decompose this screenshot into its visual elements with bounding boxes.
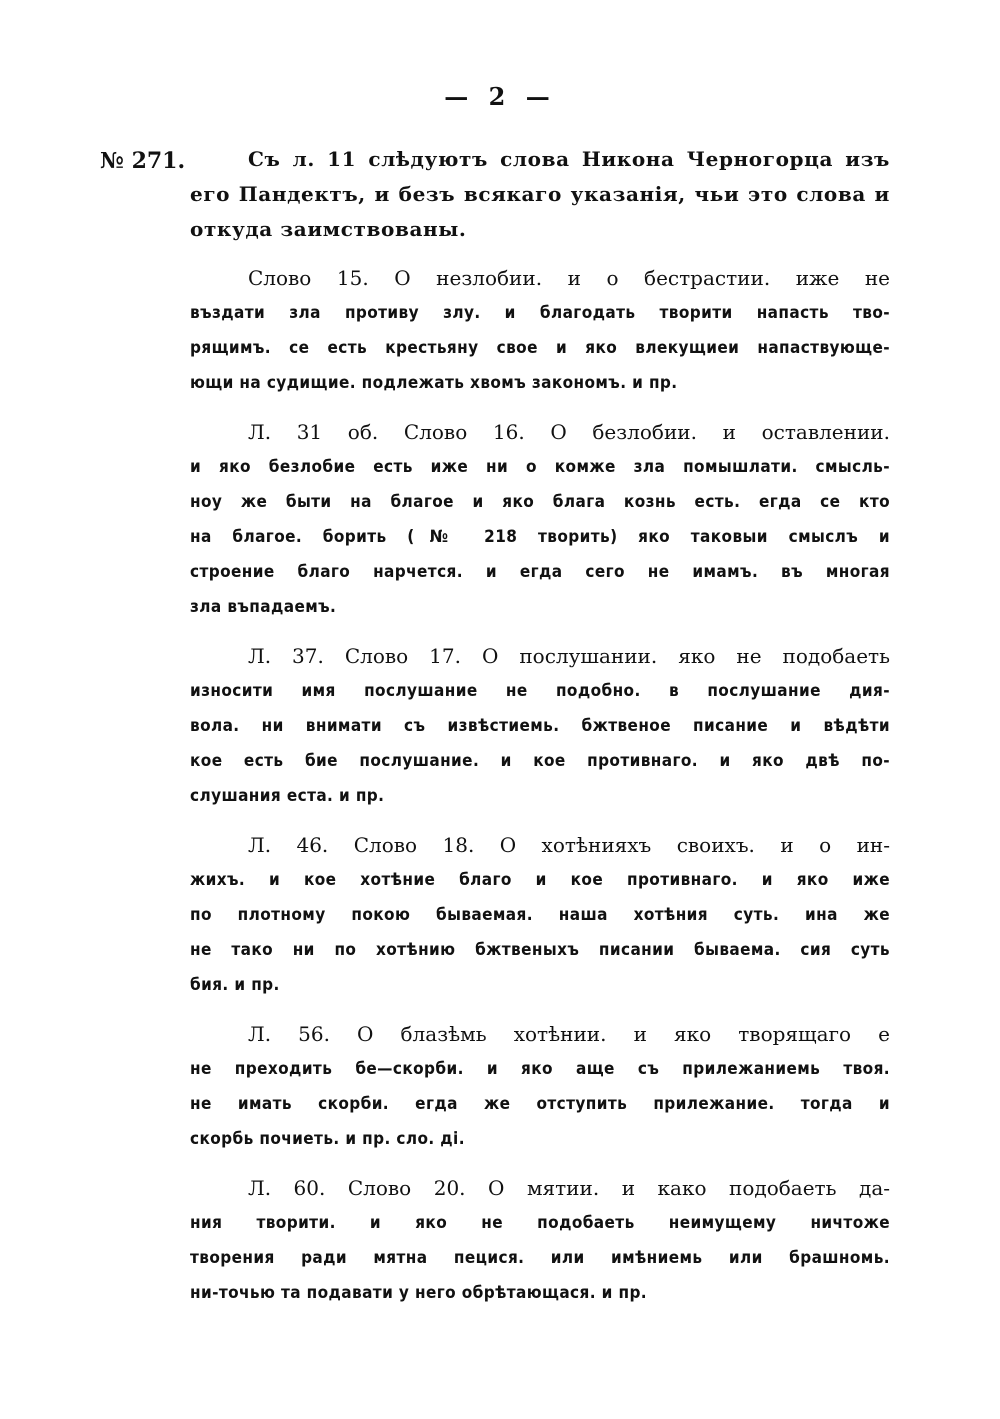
paragraph-line: на благое. борить (№ 218 творить) яко таковыи смыслъ и [190, 527, 890, 547]
paragraph-line: Л. 31 об. Слово 16. О безлобии. и оставлении. [248, 420, 890, 444]
paragraph-line: жихъ. и кое хотѣние благо и кое противнаго. и яко иже [190, 870, 890, 890]
entry-number: № 271. [100, 148, 186, 174]
paragraph-line: не имать скорби. егда же отступить прилежание. тогда и [190, 1094, 890, 1114]
paragraph-line: не тако ни по хотѣнию бжтвеныхъ писании бываема. сия суть [190, 940, 890, 960]
paragraph-line: творения ради мятна пецися. или имѣниемь или брашномь. [190, 1248, 890, 1268]
paragraph-line: рящимъ. се есть крестьяну свое и яко влекущиеи напаствующе- [190, 338, 890, 358]
paragraph-line: ния творити. и яко не подобаеть неимущему ничтоже [190, 1213, 890, 1233]
entry-paragraph [190, 1171, 890, 1311]
intro-line: Съ л. 11 слѣдуютъ слова Никона Черногорца изъ [248, 147, 890, 171]
paragraph-line: кое есть бие послушание. и кое противнаго. и яко двѣ по- [190, 751, 890, 771]
text-column [190, 142, 890, 1325]
entry-paragraph [190, 261, 890, 401]
page-number: — 2 — [444, 82, 556, 111]
paragraph-line: ни-точью та подавати у него обрѣтающася. и пр. [190, 1283, 648, 1303]
entry-paragraph [190, 415, 890, 625]
paragraph-line: Л. 56. О блазѣмь хотѣнии. и яко творящаго е [248, 1022, 890, 1046]
intro-paragraph [190, 142, 890, 247]
paragraph-line: слушания еста. и пр. [190, 786, 385, 806]
paragraph-line: скорбь почиеть. и пр. сло. ді. [190, 1129, 465, 1149]
intro-line: его Пандектъ, и безъ всякаго указанія, чьи это слова и [190, 182, 890, 206]
intro-line: откуда заимствованы. [190, 217, 467, 241]
paragraph-line: Л. 60. Слово 20. О мятии. и како подобаеть да- [248, 1176, 890, 1200]
paragraph-line: строение благо нарчется. и егда сего не имамъ. въ многая [190, 562, 890, 582]
paragraph-line: въздати зла противу злу. и благодать творити напасть тво- [190, 303, 890, 323]
paragraph-line: и яко безлобие есть иже ни о комже зла помышлати. смысль- [190, 457, 890, 477]
paragraph-line: вола. ни внимати съ извѣстиемь. бжтвеное писание и вѣдѣти [190, 716, 890, 736]
paragraph-line: по плотному покою бываемая. наша хотѣния суть. ина же [190, 905, 890, 925]
entry-paragraph [190, 828, 890, 1003]
paragraph-line: Л. 37. Слово 17. О послушании. яко не подобаеть [248, 644, 890, 668]
entry-paragraph [190, 1017, 890, 1157]
paragraph-line: не преходить бе—скорби. и яко аще съ прилежаниемь твоя. [190, 1059, 890, 1079]
paragraph-line: ющи на судищие. подлежать хвомъ закономъ. и пр. [190, 373, 678, 393]
paragraph-line: зла въпадаемъ. [190, 597, 337, 617]
paragraph-line: ноу же быти на благое и яко блага кознь есть. егда се кто [190, 492, 890, 512]
paragraph-line: Слово 15. О незлобии. и о бестрастии. иже не [248, 266, 890, 290]
entry-paragraph [190, 639, 890, 814]
paragraph-line: износити имя послушание не подобно. в послушание дия- [190, 681, 890, 701]
paragraph-line: Л. 46. Слово 18. О хотѣнияхъ своихъ. и о ин- [248, 833, 890, 857]
paragraph-line: бия. и пр. [190, 975, 280, 995]
